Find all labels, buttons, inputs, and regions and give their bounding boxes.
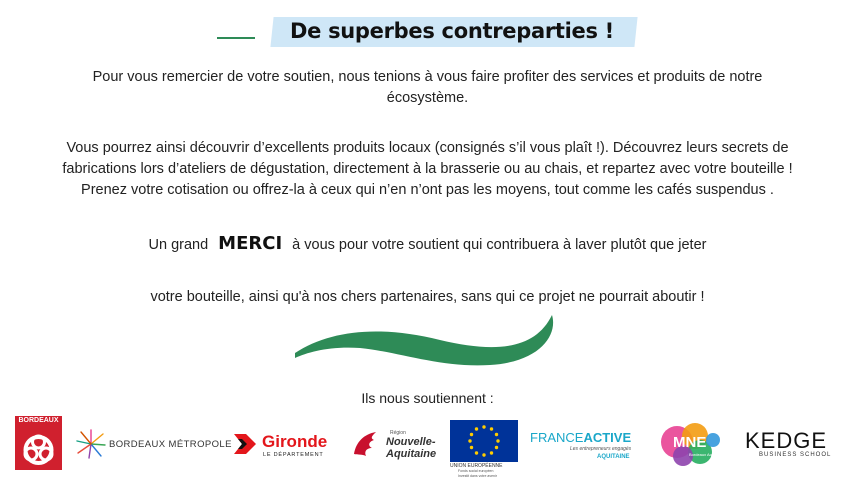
logo-mne[interactable] [655,418,730,470]
merci-word: MERCI [218,233,283,254]
bordeaux-crest-icon [15,416,62,470]
sparkle-burst-icon [75,428,107,460]
region-small-label: Région [390,430,406,436]
gironde-arrow-icon [232,430,260,458]
thanks-before: Un grand [148,237,209,253]
logo-kedge[interactable] [745,428,840,462]
section-title: De superbes contreparties ! [290,19,614,43]
france-active-wordmark [530,430,631,445]
thanks-after: à vous pour votre soutient qui contribuera à laver plutôt que jeter [292,237,707,253]
lion-icon [350,428,382,460]
green-swoosh-decoration [290,310,565,370]
products-line-1: Vous pourrez ainsi découvrir d’excellents produits locaux (consignés s’il vous plaît !). Découvrez leurs secrets de [66,140,789,156]
intro-paragraph [0,67,855,109]
title-accent-line [217,37,255,39]
intro-line-2: écosystème. [386,90,469,106]
products-line-2: fabrications lors d’ateliers de dégustation, directement à la brasserie ou au chais, et repartez avec votre bouteille ! [62,161,793,177]
france-active-sub-1: Les entrepreneurs engagés [570,446,632,452]
logo-france-active[interactable] [530,430,645,466]
logo-bordeaux-metropole[interactable] [75,428,232,460]
supporters-label: Ils nous soutiennent : [361,390,494,406]
products-paragraph [0,138,855,201]
eu-stars-icon [450,420,518,462]
france-label: FRANCE [530,430,584,445]
mne-sub: Bordeaux Aquitaine [689,452,724,457]
gironde-label: Gironde [262,432,328,451]
logo-nouvelle-aquitaine[interactable] [350,428,440,464]
active-label: ACTIVE [583,430,632,445]
france-active-sub-2: AQUITAINE [597,454,630,460]
nouvelle-label: Nouvelle- [386,436,436,448]
bordeaux-label: BORDEAUX [18,417,59,424]
logo-bordeaux[interactable] [15,416,62,470]
eu-label: UNION EUROPÉENNE [450,463,503,469]
intro-line-1: Pour vous remercier de votre soutien, nous tenions à vous faire profiter des services et produits de notre [92,69,763,85]
thanks-paragraph [0,233,855,256]
logo-gironde[interactable] [232,430,337,462]
logo-union-europeenne[interactable] [450,420,518,480]
partners-paragraph: votre bouteille, ainsi qu'à nos chers partenaires, sans qui ce projet ne pourrait aboutir ! [150,289,705,305]
gironde-sub: LE DÉPARTEMENT [263,452,324,458]
section-title-block [0,12,855,52]
eu-sub-1: Fonds social européen [458,469,494,473]
products-line-3: Prenez votre cotisation ou offrez-la à ceux qui n’en n’ont pas les moyens, tout comme les cafés suspendus . [81,182,774,198]
kedge-label: KEDGE [745,428,828,453]
bordeaux-metropole-label: BORDEAUX MÉTROPOLE [109,439,232,450]
mne-label: MNE [673,434,707,451]
aquitaine-label: Aquitaine [386,448,437,460]
kedge-sub: BUSINESS SCHOOL [759,452,832,458]
eu-sub-2: Investit dans votre avenir [458,474,497,478]
